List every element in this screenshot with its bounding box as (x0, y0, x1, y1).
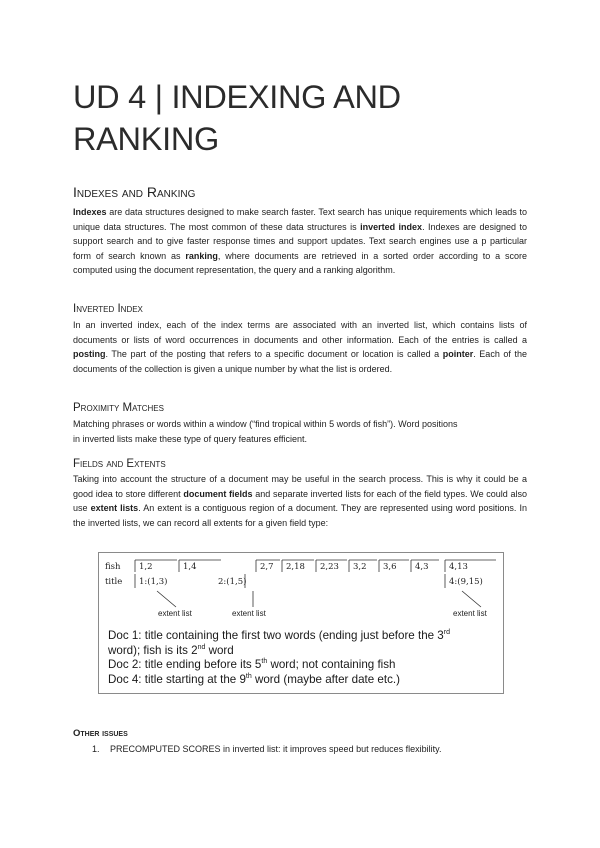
term-ranking: ranking (185, 250, 218, 261)
inverted-paragraph (73, 318, 527, 376)
indexes-paragraph (73, 205, 527, 278)
row-label-fish: fish (105, 562, 121, 572)
extent-list-label: extent list (453, 609, 487, 618)
text-span: Doc 2: title ending before its 5 (108, 658, 262, 672)
list-item (73, 744, 533, 754)
fish-posting: 1,4 (183, 562, 197, 572)
doc-4-note (108, 673, 498, 688)
term-indexes: Indexes (73, 207, 107, 217)
callout-arrow (462, 591, 481, 607)
text-span: Doc 1: title containing the first two words (ending just before the 3 (108, 629, 444, 642)
text-span: word; not containing fish (267, 658, 396, 672)
text-span: . Indexes are designed to support search and to give faster response times and support updates. Text search engines use a p particular form of search known as (73, 221, 527, 261)
fish-posting: 4,13 (449, 562, 468, 572)
fish-posting: 2,23 (320, 562, 339, 572)
text-line: in inverted lists make these type of query features efficient. (73, 433, 307, 444)
fields-paragraph (73, 472, 527, 530)
text-span: , where documents are retrieved in a sorted order according to a score computed using the document representation, the query and a ranking algorithm. (73, 250, 527, 276)
term-posting: posting (73, 349, 106, 360)
superscript: rd (443, 629, 450, 637)
text-span: . The part of the posting that refers to a specific document or location is called a (105, 349, 443, 360)
section-heading-proximity: Proximity Matches (73, 402, 164, 414)
fish-posting: 3,2 (353, 562, 367, 572)
figure-explanations (108, 629, 498, 687)
text-span: Doc 4: title starting at the 9 (108, 672, 246, 686)
term-inverted-index: inverted index (360, 221, 423, 232)
extent-list-figure (98, 552, 504, 694)
text-span: Taking into account the structure of a document may be useful in the search process. This is why it could be a good idea to store different (73, 474, 527, 499)
extent-list-label: extent list (158, 609, 192, 618)
other-issues-list (73, 744, 533, 754)
title-extent: 1:(1,3) (139, 577, 168, 587)
section-heading-other-issues: Other issues (73, 728, 128, 739)
text-span: . An extent is a contiguous region of a document. They are represented using word positions. In the inverted lists, we can record all extents for a given field type: (73, 503, 527, 528)
term-document-fields: document fields (183, 488, 253, 499)
doc-1-note-cont (108, 644, 498, 659)
doc-2-note (108, 658, 498, 673)
text-span: word); fish is its 2 (108, 643, 198, 657)
fish-posting: 2,7 (260, 562, 274, 572)
text-span: word (205, 643, 234, 657)
section-heading-indexes: Indexes and Ranking (73, 184, 196, 200)
text-line: Matching phrases or words within a window (“find tropical within 5 words of fish”). Word positions (73, 419, 458, 429)
callout-arrow (157, 591, 176, 607)
fish-posting: 4,3 (415, 562, 429, 572)
text-span: are data structures designed to make search faster. Text search has unique requirements which leads to unique data structures. The most common of these data structures is (73, 207, 527, 232)
text-span: In an inverted index, each of the index terms are associated with an inverted list, which contains lists of documents or lists of word occurrences in documents and other information. Each of the entries is called a (73, 320, 527, 345)
text-span: word (maybe after date etc.) (251, 672, 400, 686)
doc-1-note (108, 629, 498, 644)
title-postings (135, 574, 445, 588)
text-span: and separate inverted lists for each of the field types. We could also use (73, 488, 527, 514)
fish-posting: 2,18 (286, 562, 305, 572)
fish-posting: 1,2 (139, 562, 153, 572)
list-item-text: PRECOMPUTED SCORES in inverted list: it improves speed but reduces flexibility. (110, 744, 442, 754)
section-heading-inverted-index: Inverted Index (73, 303, 143, 315)
text-span: . Each of the documents of the collection is given a unique number by what the list is ordered. (73, 349, 527, 374)
title-extent: 2:(1,5) (218, 577, 247, 587)
superscript: nd (197, 643, 206, 651)
superscript: th (261, 658, 268, 666)
extent-list-label: extent list (232, 609, 266, 618)
superscript: th (245, 672, 252, 680)
list-number: 1. (92, 744, 100, 754)
row-label-title: title (105, 577, 123, 587)
page-title: UD 4 | INDEXING AND RANKING (73, 79, 401, 157)
fish-posting: 3,6 (383, 562, 397, 572)
term-pointer: pointer (442, 349, 474, 360)
term-extent-lists: extent lists (90, 503, 139, 514)
title-extent: 4:(9,15) (449, 577, 483, 587)
callout-arrows (157, 591, 481, 607)
section-heading-fields: Fields and Extents (73, 458, 166, 470)
proximity-paragraph (73, 417, 527, 446)
